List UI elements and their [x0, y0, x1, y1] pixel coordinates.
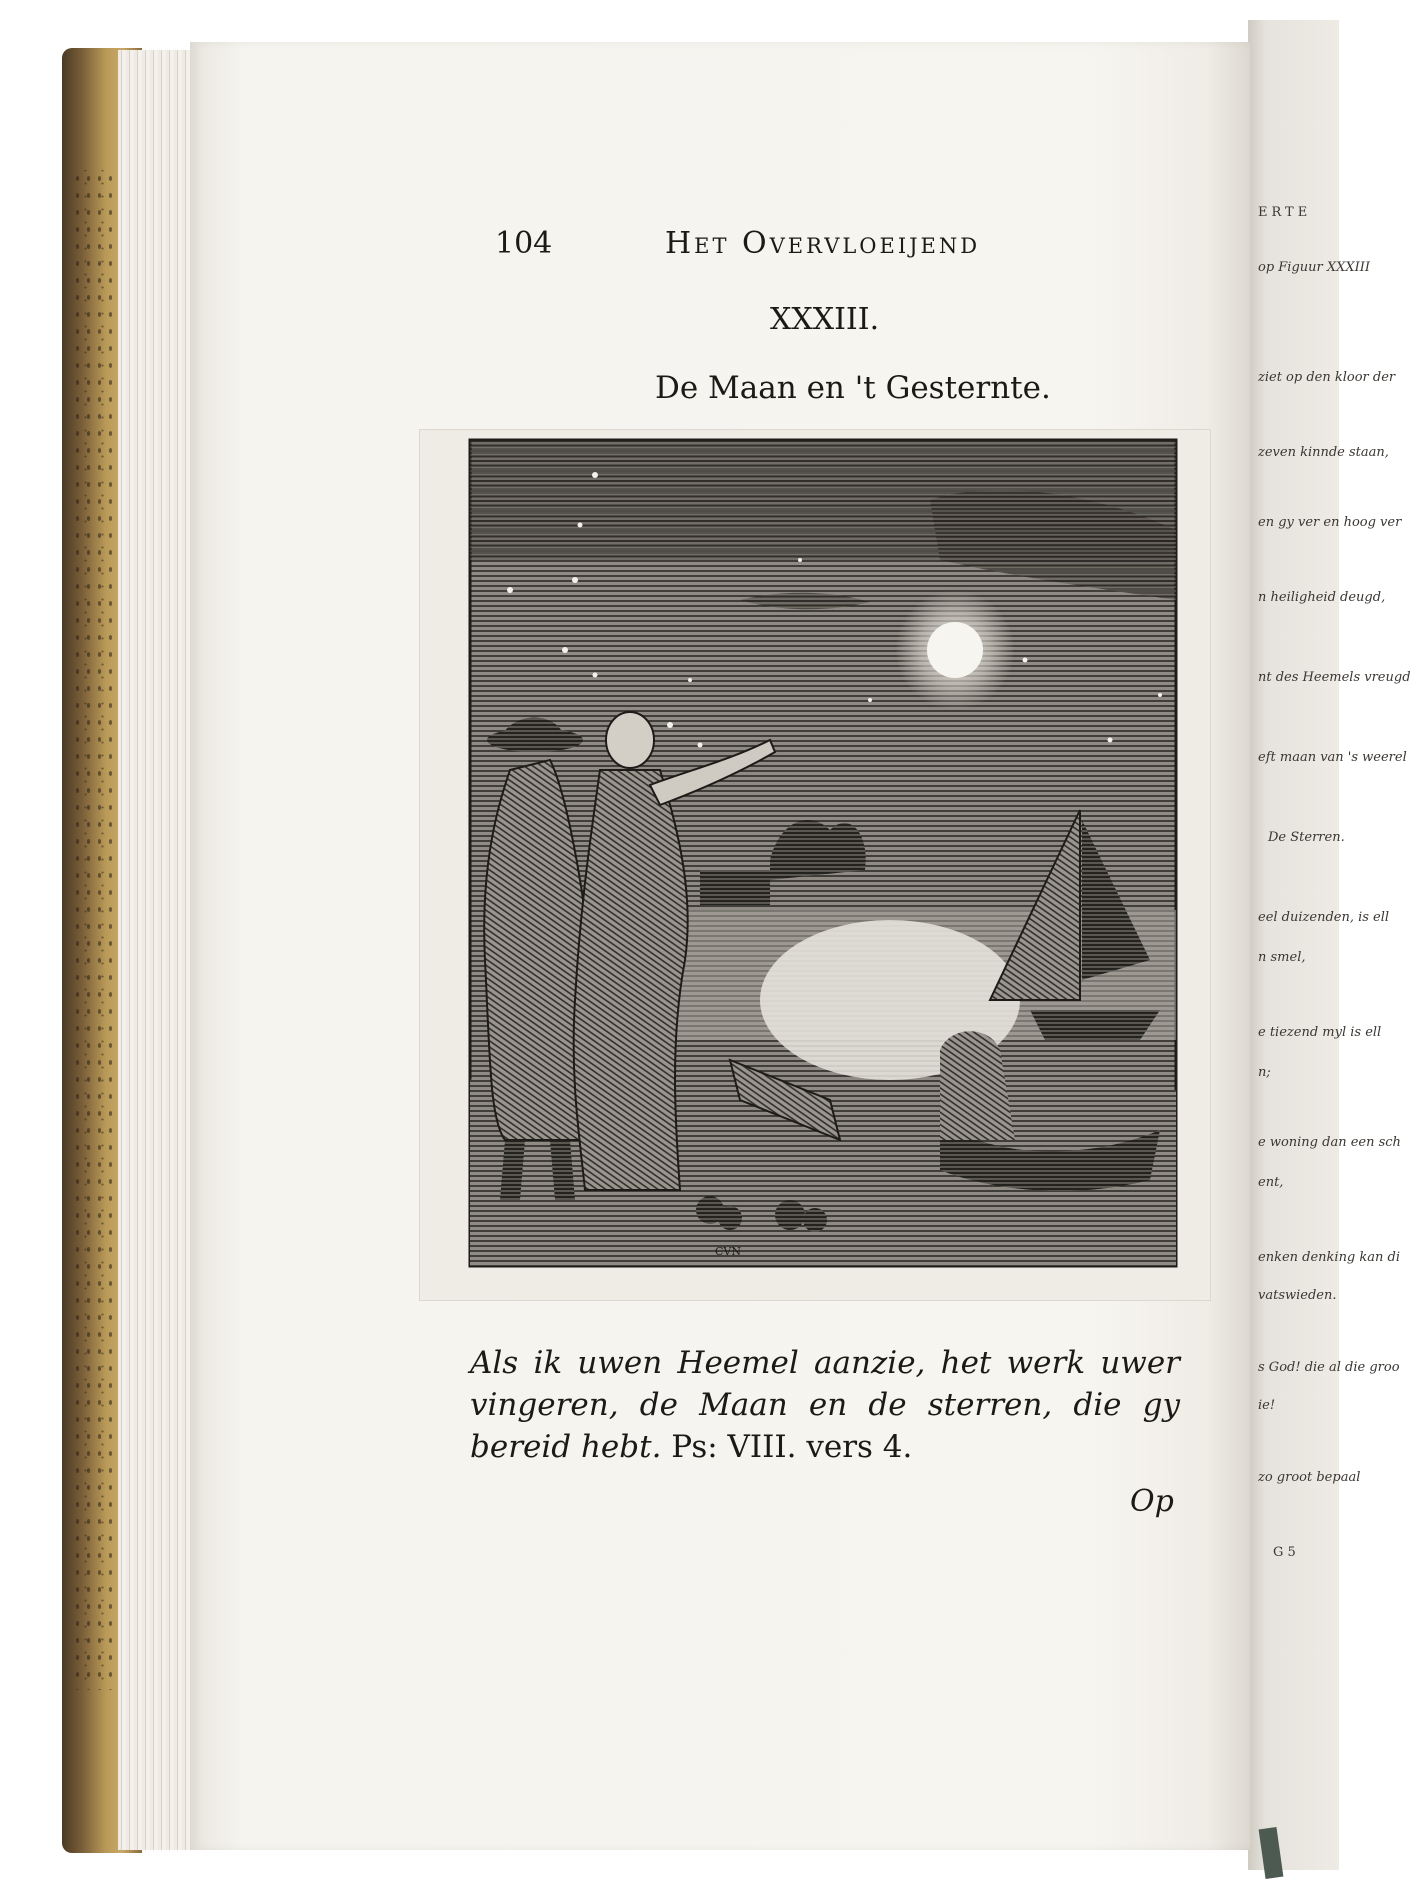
facing-line: n; — [1258, 1065, 1271, 1080]
facing-line: vatswieden. — [1258, 1288, 1337, 1303]
facing-line: zo groot bepaal — [1258, 1470, 1361, 1485]
catchword: Op — [1130, 1484, 1174, 1519]
facing-line: ie! — [1258, 1398, 1276, 1413]
facing-signature: G 5 — [1273, 1545, 1296, 1560]
plate-signature: CVN — [715, 1245, 741, 1258]
facing-line: nt des Heemels vreugd — [1258, 670, 1411, 685]
page-number: 104 — [495, 226, 553, 261]
facing-line: n heiligheid deugd, — [1258, 590, 1386, 605]
facing-line: en gy ver en hoog ver — [1258, 515, 1402, 530]
facing-line: op Figuur XXXIII — [1258, 260, 1371, 275]
caption-text: Als ik uwen Heemel aanzie, het werk uwer vingeren, de Maan en de sterren, die gy bereid hebt. — [470, 1345, 1180, 1465]
facing-line: zeven kinnde staan, — [1258, 445, 1389, 460]
facing-line: enken denking kan di — [1258, 1250, 1401, 1265]
facing-line: De Sterren. — [1268, 830, 1345, 845]
chapter-numeral: XXXIII. — [770, 302, 880, 337]
facing-line: eft maan van 's weerel — [1258, 750, 1407, 765]
spine-speckle-pattern — [72, 170, 122, 1690]
facing-line: ziet op den kloor der — [1258, 370, 1396, 385]
running-head: Het Overvloeijend — [665, 226, 981, 261]
moonlit-scene-engraving — [470, 440, 1176, 1266]
facing-line: e woning dan een sch — [1258, 1135, 1401, 1150]
facing-line: eel duizenden, is ell — [1258, 910, 1390, 925]
facing-line: ent, — [1258, 1175, 1284, 1190]
facing-line: ERTE — [1258, 205, 1312, 220]
caption-reference: Ps: VIII. vers 4. — [661, 1429, 913, 1465]
chapter-title: De Maan en 't Gesternte. — [655, 370, 1051, 406]
facing-line: e tiezend myl is ell — [1258, 1025, 1382, 1040]
scripture-caption — [470, 1342, 1180, 1468]
facing-line: n smel, — [1258, 950, 1306, 965]
facing-page[interactable] — [1248, 20, 1411, 1870]
facing-line: s God! die al die groo — [1258, 1360, 1400, 1375]
